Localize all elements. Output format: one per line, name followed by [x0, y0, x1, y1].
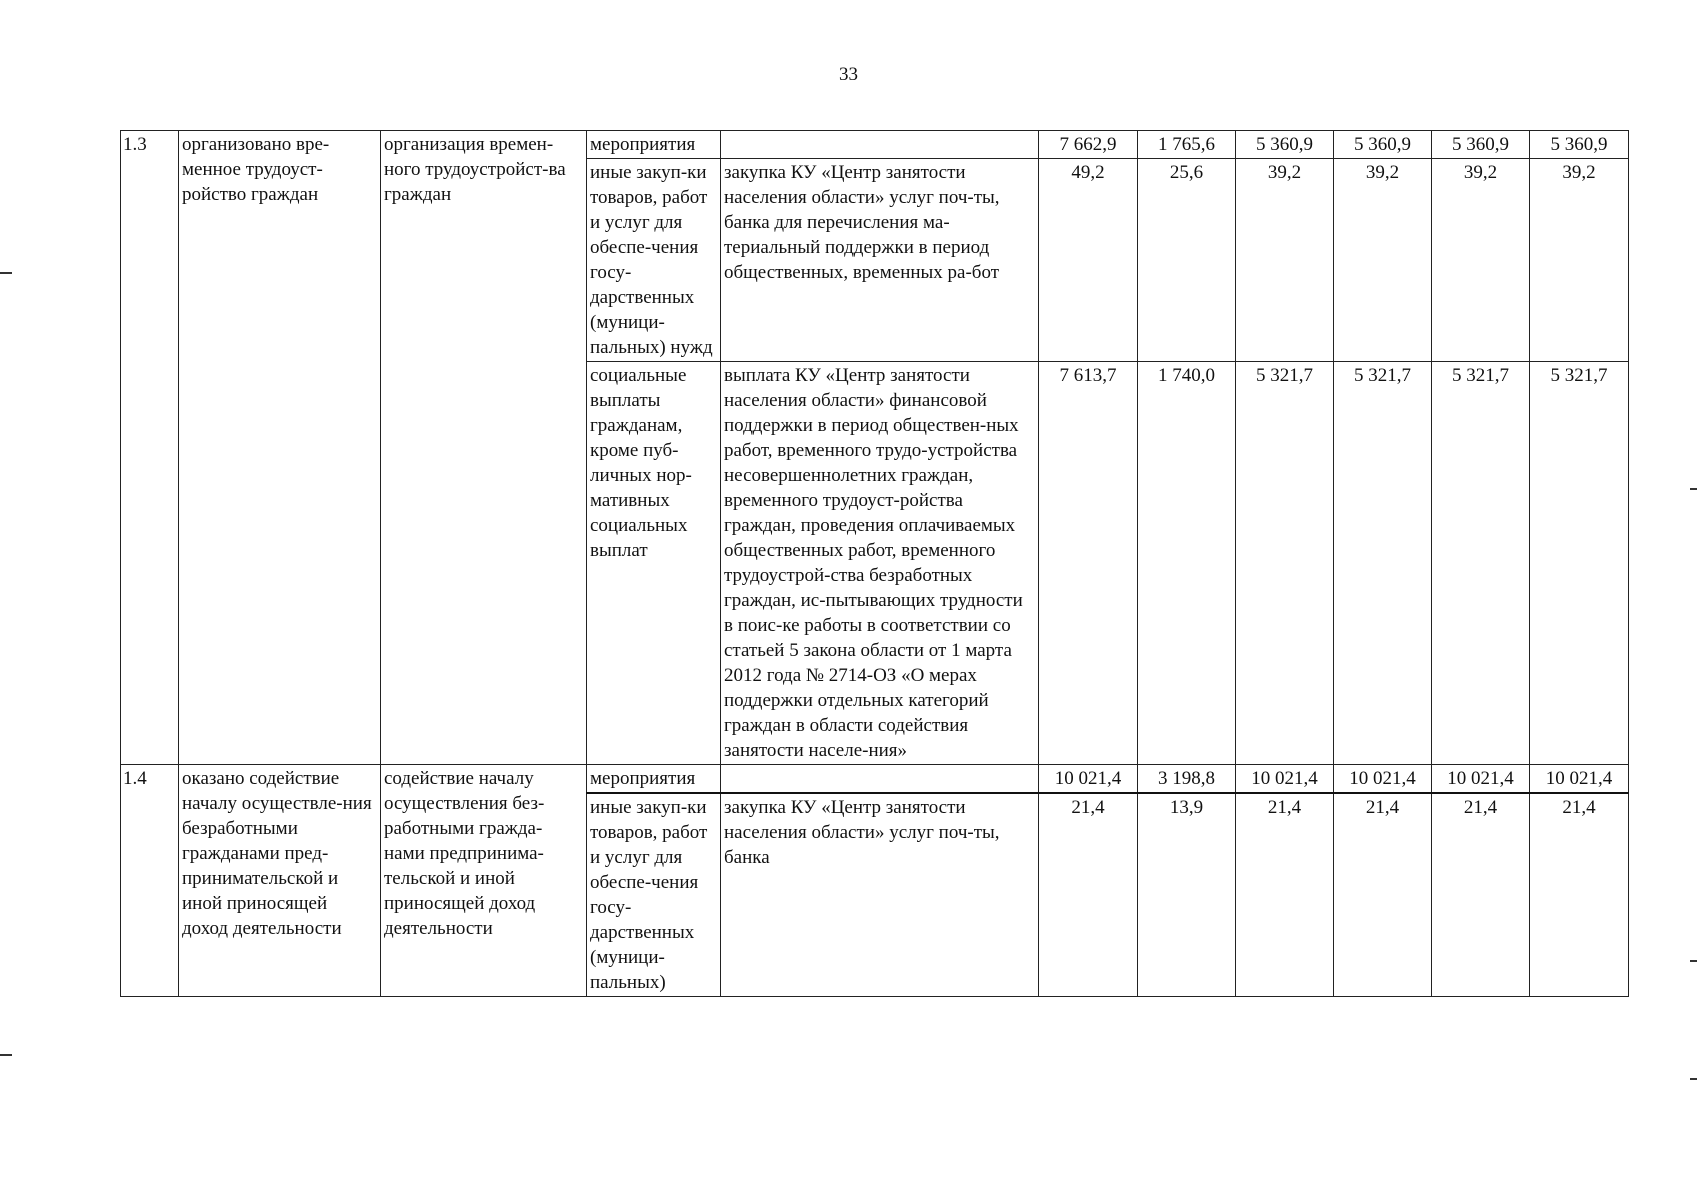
value-cell: 21,4	[1530, 793, 1629, 997]
value-cell: 5 321,7	[1334, 362, 1432, 765]
expense-type: социальные выплаты гражданам, кроме пуб-личных нор-мативных социальных выплат	[587, 362, 721, 765]
row-result: оказано содействие началу осуществле-ния безработными гражданами пред-принимательской и иной приносящей доход деятельности	[179, 765, 381, 997]
margin-mark-right-upper	[1690, 488, 1697, 490]
value-cell: 13,9	[1138, 793, 1236, 997]
value-cell: 10 021,4	[1334, 765, 1432, 794]
margin-mark-left-upper	[0, 272, 12, 274]
margin-mark-right-middle	[1690, 960, 1697, 962]
budget-table	[120, 130, 1629, 997]
row-activity: организация времен-ного трудоустройст-ва граждан	[381, 131, 587, 765]
page-number: 33	[839, 64, 858, 85]
value-cell: 10 021,4	[1039, 765, 1138, 794]
value-cell: 25,6	[1138, 159, 1236, 362]
expense-description: закупка КУ «Центр занятости населения области» услуг поч-ты, банка для перечисления ма-териальный поддержки в период общественных, временных ра-бот	[721, 159, 1039, 362]
value-cell: 21,4	[1039, 793, 1138, 997]
value-cell: 5 321,7	[1236, 362, 1334, 765]
expense-description: выплата КУ «Центр занятости населения области» финансовой поддержки в период обществен-ных работ, временного трудо-устройства несовершеннолетних граждан, временного трудоуст-ройства граждан, проведения оплачиваемых общественных работ, временного трудоустрой-ства безработных граждан, ис-пытывающих трудности в поис-ке работы в соответствии со статьей 5 закона области от 1 марта 2012 года № 2714-ОЗ «О мерах поддержки отдельных категорий граждан в области содействия занятости населе-ния»	[721, 362, 1039, 765]
expense-type: иные закуп-ки товаров, работ и услуг для обеспе-чения госу-дарственных (муници-пальных)	[587, 793, 721, 997]
value-cell: 5 321,7	[1530, 362, 1629, 765]
value-cell: 7 613,7	[1039, 362, 1138, 765]
value-cell: 10 021,4	[1236, 765, 1334, 794]
value-cell: 5 360,9	[1334, 131, 1432, 159]
value-cell: 39,2	[1334, 159, 1432, 362]
row-code: 1.3	[121, 131, 179, 765]
row-activity: содействие началу осуществления без-работными гражда-нами предпринима-тельской и иной приносящей доход деятельности	[381, 765, 587, 997]
value-cell: 39,2	[1432, 159, 1530, 362]
value-cell: 10 021,4	[1432, 765, 1530, 794]
table-row-total	[121, 131, 1629, 159]
expense-type: мероприятия	[587, 765, 721, 794]
value-cell: 21,4	[1334, 793, 1432, 997]
expense-type: иные закуп-ки товаров, работ и услуг для обеспе-чения госу-дарственных (муници-пальных) нужд	[587, 159, 721, 362]
row-code: 1.4	[121, 765, 179, 997]
value-cell: 21,4	[1236, 793, 1334, 997]
value-cell: 1 765,6	[1138, 131, 1236, 159]
expense-description: закупка КУ «Центр занятости населения области» услуг поч-ты, банка	[721, 793, 1039, 997]
margin-mark-right-lower	[1690, 1078, 1697, 1080]
expense-description	[721, 765, 1039, 794]
value-cell: 3 198,8	[1138, 765, 1236, 794]
value-cell: 5 360,9	[1530, 131, 1629, 159]
value-cell: 5 360,9	[1236, 131, 1334, 159]
expense-description	[721, 131, 1039, 159]
margin-mark-left-lower	[0, 1054, 12, 1056]
value-cell: 39,2	[1530, 159, 1629, 362]
row-result: организовано вре-менное трудоуст-ройство граждан	[179, 131, 381, 765]
value-cell: 39,2	[1236, 159, 1334, 362]
value-cell: 10 021,4	[1530, 765, 1629, 794]
value-cell: 21,4	[1432, 793, 1530, 997]
value-cell: 49,2	[1039, 159, 1138, 362]
expense-type: мероприятия	[587, 131, 721, 159]
value-cell: 1 740,0	[1138, 362, 1236, 765]
value-cell: 7 662,9	[1039, 131, 1138, 159]
value-cell: 5 321,7	[1432, 362, 1530, 765]
table-row-total	[121, 765, 1629, 794]
value-cell: 5 360,9	[1432, 131, 1530, 159]
